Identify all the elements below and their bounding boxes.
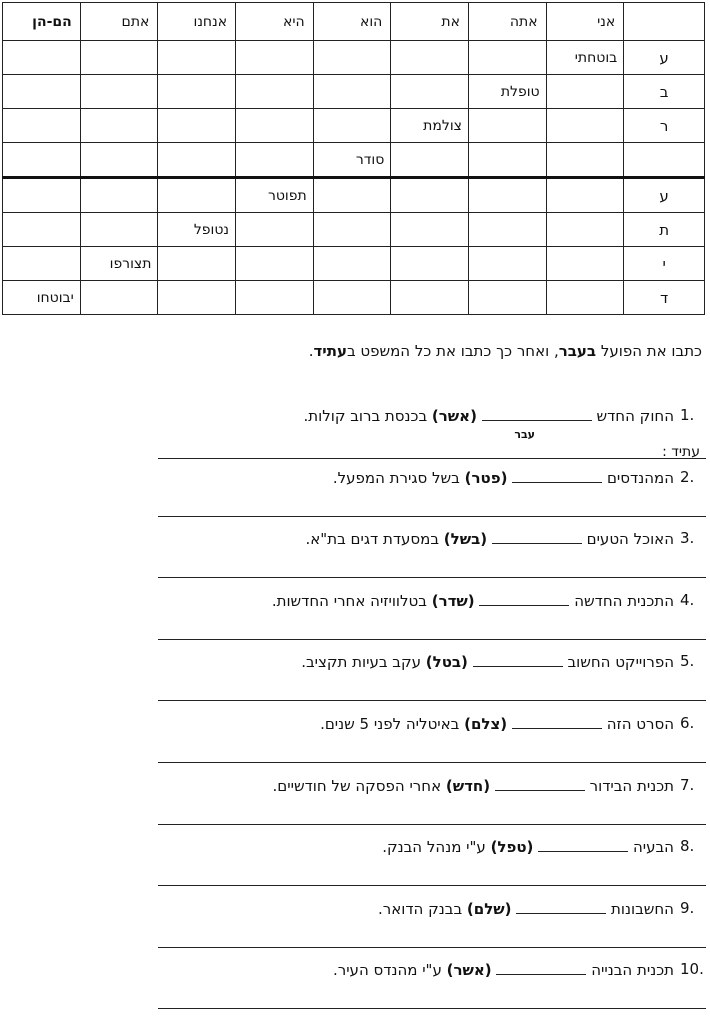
conjugation-cell[interactable]: בוטחתי (546, 41, 624, 75)
conjugation-cell[interactable] (3, 143, 81, 178)
exercise-sentence (320, 714, 674, 733)
table-header-row (3, 3, 705, 41)
instructions-text: , ואחר כך כתבו את כל המשפט ב (346, 342, 559, 360)
future-answer-line[interactable] (158, 700, 706, 701)
conjugation-cell[interactable] (313, 213, 391, 247)
table-row (3, 247, 705, 281)
conjugation-cell[interactable]: סודר (313, 143, 391, 178)
verb-blank[interactable] (479, 591, 569, 606)
conjugation-cell[interactable] (236, 109, 314, 143)
conjugation-cell[interactable] (236, 247, 314, 281)
pronoun-header: אני (546, 3, 624, 41)
conjugation-cell[interactable] (158, 75, 236, 109)
past-section (3, 41, 705, 178)
future-answer-line[interactable] (158, 458, 706, 459)
conjugation-cell[interactable] (158, 178, 236, 213)
exercise-item (0, 468, 710, 528)
tense-letter-cell (624, 143, 705, 178)
exercise-number: 1. (680, 406, 695, 424)
sentence-end: ע"י מנהל הבנק. (382, 838, 491, 856)
instructions-text: כתבו את הפועל (596, 342, 702, 360)
future-section (3, 178, 705, 315)
future-answer-line[interactable] (158, 947, 706, 948)
tense-letter-cell: ר (624, 109, 705, 143)
conjugation-cell[interactable]: טופלת (468, 75, 546, 109)
exercise-item (0, 714, 710, 774)
exercise-item (0, 960, 710, 1020)
conjugation-cell[interactable] (468, 109, 546, 143)
exercise-item (0, 776, 710, 836)
verb-root: (בטל) (425, 653, 468, 671)
conjugation-cell[interactable] (80, 281, 158, 315)
conjugation-cell[interactable] (3, 178, 81, 213)
conjugation-cell[interactable] (158, 281, 236, 315)
conjugation-cell[interactable] (313, 109, 391, 143)
conjugation-cell[interactable] (313, 41, 391, 75)
pronoun-header: את (391, 3, 469, 41)
exercise-item (0, 406, 710, 466)
future-answer-line[interactable] (158, 577, 706, 578)
tense-letter-cell: ד (624, 281, 705, 315)
sentence-start: התכנית החדשה (569, 592, 674, 610)
verb-blank[interactable] (512, 714, 602, 729)
conjugation-cell[interactable] (158, 41, 236, 75)
conjugation-cell[interactable] (80, 143, 158, 178)
conjugation-cell[interactable]: יבוטחו (3, 281, 81, 315)
sentence-start: המהנדסים (602, 469, 674, 487)
pronoun-header: אנחנו (158, 3, 236, 41)
exercise-sentence (272, 591, 674, 610)
conjugation-cell[interactable] (158, 143, 236, 178)
conjugation-cell[interactable] (468, 143, 546, 178)
conjugation-cell[interactable]: נטופל (158, 213, 236, 247)
conjugation-cell[interactable] (391, 178, 469, 213)
exercise-number: 10. (680, 960, 704, 978)
conjugation-cell[interactable] (80, 178, 158, 213)
conjugation-table (2, 2, 705, 315)
verb-blank[interactable] (482, 406, 592, 421)
exercise-number: 8. (680, 837, 695, 855)
conjugation-cell[interactable] (3, 213, 81, 247)
verb-root: (שדר) (431, 592, 475, 610)
tense-letter-cell: ב (624, 75, 705, 109)
future-answer-line[interactable] (158, 885, 706, 886)
conjugation-cell[interactable] (3, 75, 81, 109)
conjugation-cell[interactable] (313, 178, 391, 213)
verb-blank[interactable] (516, 899, 606, 914)
sentence-end: אחרי הפסקה של חודשיים. (272, 777, 446, 795)
pronoun-header: הוא (313, 3, 391, 41)
conjugation-cell[interactable] (391, 41, 469, 75)
pronoun-header: הם-הן (3, 3, 81, 41)
verb-blank[interactable] (496, 960, 586, 975)
verb-blank[interactable] (495, 776, 585, 791)
conjugation-cell[interactable] (546, 178, 624, 213)
exercise-number: 7. (680, 776, 695, 794)
verb-root: (צלם) (464, 715, 508, 733)
sentence-end: בשל סגירת המפעל. (332, 469, 465, 487)
tense-letter-cell: ע (624, 41, 705, 75)
conjugation-cell[interactable] (391, 281, 469, 315)
instructions-bold: בעבר (558, 342, 597, 360)
conjugation-cell[interactable] (3, 247, 81, 281)
conjugation-cell[interactable] (3, 109, 81, 143)
exercise-number: 3. (680, 529, 695, 547)
verb-root: (טפל) (490, 838, 534, 856)
sentence-end: בטלוויזיה אחרי החדשות. (271, 592, 432, 610)
conjugation-cell[interactable] (236, 143, 314, 178)
conjugation-cell[interactable] (546, 75, 624, 109)
sentence-end: בבנק הדואר. (378, 900, 467, 918)
exercise-sentence (304, 406, 674, 425)
tense-letter-cell: ת (624, 213, 705, 247)
sentence-start: הסרט הזה (601, 715, 674, 733)
conjugation-cell[interactable] (468, 178, 546, 213)
conjugation-cell[interactable] (313, 75, 391, 109)
conjugation-cell[interactable] (158, 109, 236, 143)
sentence-end: במסעדת דגים בת"א. (305, 530, 444, 548)
exercise-item (0, 837, 710, 897)
verb-blank[interactable] (492, 529, 582, 544)
sentence-start: תכנית הבנייה (586, 961, 674, 979)
table-row (3, 109, 705, 143)
conjugation-cell[interactable] (236, 213, 314, 247)
sentence-end: ע"י מהנדס העיר. (332, 961, 447, 979)
conjugation-cell[interactable] (468, 213, 546, 247)
exercise-sentence (378, 899, 674, 918)
conjugation-cell[interactable]: תפוטר (236, 178, 314, 213)
conjugation-cell[interactable] (236, 41, 314, 75)
verb-root: (בשל) (443, 530, 488, 548)
verb-root: (פטר) (464, 469, 508, 487)
future-label: עתיד : (662, 444, 700, 460)
future-answer-line[interactable] (158, 824, 706, 825)
sentence-start: החשבונות (606, 900, 674, 918)
exercise-sentence (382, 837, 674, 856)
exercise-number: 2. (680, 468, 695, 486)
conjugation-cell[interactable] (391, 213, 469, 247)
instructions-bold: עתיד (313, 342, 347, 360)
conjugation-cell[interactable] (546, 213, 624, 247)
exercise-number: 4. (680, 591, 695, 609)
conjugation-cell[interactable] (80, 213, 158, 247)
past-label: עבר (514, 428, 535, 441)
conjugation-cell[interactable] (546, 143, 624, 178)
exercise-item (0, 899, 710, 959)
instructions-text: . (308, 342, 314, 360)
exercise-number: 6. (680, 714, 695, 732)
sentence-end: באיטליה לפני 5 שנים. (320, 715, 465, 733)
tense-letter-cell: ע (624, 178, 705, 213)
conjugation-cell[interactable] (391, 247, 469, 281)
conjugation-cell[interactable] (236, 75, 314, 109)
sentence-start: החוק החדש (591, 407, 674, 425)
exercise-item (0, 652, 710, 712)
conjugation-cell[interactable] (546, 109, 624, 143)
exercise-sentence (301, 652, 674, 671)
table-row (3, 281, 705, 315)
sentence-start: הבעיה (628, 838, 674, 856)
exercise-sentence (333, 468, 674, 487)
conjugation-cell[interactable] (80, 109, 158, 143)
exercise-item (0, 529, 710, 589)
sentence-start: האוכל הטעים (581, 530, 674, 548)
conjugation-cell[interactable] (158, 247, 236, 281)
conjugation-cell[interactable] (3, 41, 81, 75)
verb-root: (אשר) (446, 961, 492, 979)
future-answer-line[interactable] (158, 516, 706, 517)
pronoun-header: אתם (80, 3, 158, 41)
tense-letter-cell: י (624, 247, 705, 281)
conjugation-cell[interactable] (391, 75, 469, 109)
conjugation-cell[interactable] (313, 247, 391, 281)
verb-root: (שלם) (466, 900, 512, 918)
future-answer-line[interactable] (158, 762, 706, 763)
verb-blank[interactable] (473, 652, 563, 667)
conjugation-cell[interactable]: צולמת (391, 109, 469, 143)
verb-blank[interactable] (512, 468, 602, 483)
conjugation-cell[interactable] (468, 41, 546, 75)
conjugation-cell[interactable]: תצורפו (80, 247, 158, 281)
table-row (3, 41, 705, 75)
conjugation-cell[interactable] (546, 247, 624, 281)
future-answer-line[interactable] (158, 1008, 706, 1009)
conjugation-cell[interactable] (546, 281, 624, 315)
table-row (3, 178, 705, 213)
verb-root: (חדש) (445, 777, 491, 795)
conjugation-cell[interactable] (80, 41, 158, 75)
verb-root: (אשר) (431, 407, 477, 425)
sentence-end: עקב בעיות תקציב. (301, 653, 426, 671)
table-row (3, 75, 705, 109)
sentence-end: בכנסת ברוב קולות. (303, 407, 432, 425)
conjugation-cell[interactable] (391, 143, 469, 178)
exercise-sentence (273, 776, 674, 795)
exercise-sentence (333, 960, 674, 979)
pronoun-header: היא (236, 3, 314, 41)
conjugation-cell[interactable] (468, 247, 546, 281)
future-answer-line[interactable] (158, 639, 706, 640)
exercise-item (0, 591, 710, 651)
conjugation-cell[interactable] (313, 281, 391, 315)
conjugation-cell[interactable] (80, 75, 158, 109)
tense-header-cell (624, 3, 705, 41)
conjugation-cell[interactable] (236, 281, 314, 315)
sentence-start: תכנית הבידור (584, 777, 674, 795)
verb-blank[interactable] (538, 837, 628, 852)
exercise-number: 5. (680, 652, 695, 670)
sentence-start: הפרוייקט החשוב (562, 653, 674, 671)
table-row (3, 213, 705, 247)
pronoun-header: אתה (468, 3, 546, 41)
instructions (309, 342, 702, 360)
conjugation-cell[interactable] (468, 281, 546, 315)
table-row (3, 143, 705, 178)
exercise-sentence (306, 529, 674, 548)
exercise-number: 9. (680, 899, 695, 917)
